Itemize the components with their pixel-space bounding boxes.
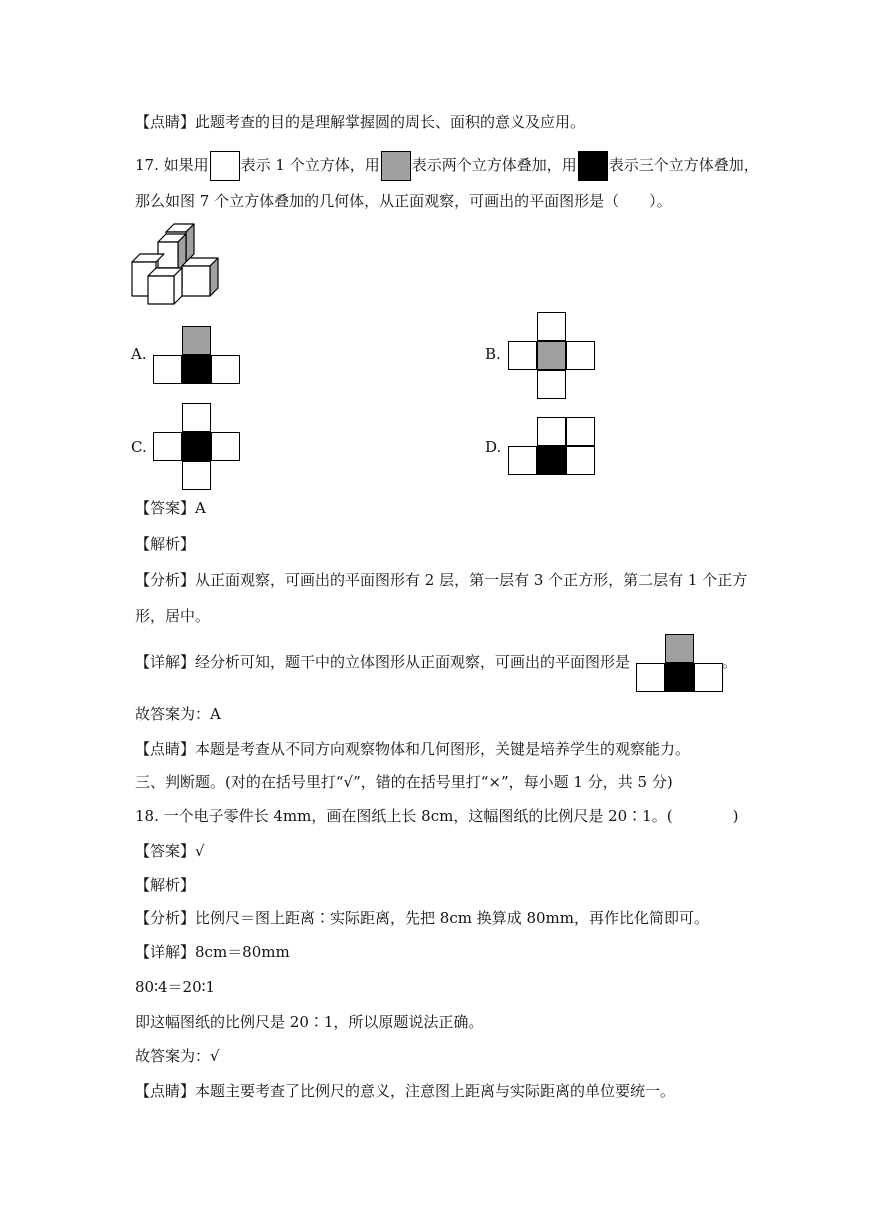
xiangjie-17-text: 【详解】经分析可知，题干中的立体图形从正面观察，可画出的平面图形是 [135, 653, 631, 671]
option-b-cell-bottom [537, 370, 566, 399]
dianjing-18: 【点睛】本题主要考查了比例尺的意义，注意图上距离与实际距离的单位要统一。 [135, 1082, 676, 1100]
xiangjie-18: 【详解】8cm＝80mm [135, 943, 290, 961]
xiangjie-cell-top [665, 634, 694, 663]
option-b-figure[interactable] [508, 312, 595, 399]
option-c-cell-bottom [182, 461, 211, 490]
option-b-cell-left [508, 341, 537, 370]
option-c-cell-right [211, 432, 240, 461]
fenxi-17-line1: 【分析】从正面观察，可画出的平面图形有 2 层，第一层有 3 个正方形，第二层有 1 个正方 [135, 571, 748, 589]
option-d-cell-top-left [537, 417, 566, 446]
fenxi-17-line2: 形，居中。 [135, 607, 211, 625]
calc-18: 80∶4＝20∶1 [135, 978, 216, 996]
dianjing-17: 【点睛】本题是考查从不同方向观察物体和几何图形，关键是培养学生的观察能力。 [135, 740, 691, 758]
xiangjie-17-figure [636, 634, 723, 692]
xiangjie-17 [135, 652, 630, 672]
jiexi-17: 【解析】 [135, 535, 196, 553]
xiangjie-cell-left [636, 663, 665, 692]
option-b-cell-top [537, 312, 566, 341]
option-c-label: C. [131, 438, 147, 456]
q17-text-a: 17. 如果用 [135, 156, 209, 174]
section-3-heading: 三、判断题。(对的在括号里打“√”，错的在括号里打“×”，每小题 1 分，共 5 分) [135, 773, 673, 791]
option-d-cell-bottom-right [566, 446, 595, 475]
option-a-cell-center [182, 355, 211, 384]
option-a-label: A. [131, 345, 147, 363]
option-b-cell-center [537, 341, 566, 370]
option-d-cell-bottom-left [508, 446, 537, 475]
option-c-cell-center [182, 432, 211, 461]
option-b-label: B. [485, 345, 501, 363]
gu-answer-18: 故答案为：√ [135, 1047, 220, 1065]
option-d-cell-top-right [566, 417, 595, 446]
option-d-cell-bottom-center [537, 446, 566, 475]
option-d-label: D. [485, 438, 502, 456]
option-c-cell-top [182, 403, 211, 432]
conclusion-18: 即这幅图纸的比例尺是 20∶1，所以原题说法正确。 [135, 1013, 484, 1031]
q17-text-c: 表示两个立方体叠加，用 [411, 156, 577, 174]
dianjing-16: 【点睛】此题考查的目的是理解掌握圆的周长、面积的意义及应用。 [135, 113, 586, 131]
question-18: 18. 一个电子零件长 4mm，画在图纸上长 8cm，这幅图纸的比例尺是 20∶1。( ) [135, 807, 739, 825]
jiexi-18: 【解析】 [135, 876, 196, 894]
question-17-line1 [135, 151, 759, 181]
gray-square-symbol [381, 151, 411, 181]
option-a-cell-right [211, 355, 240, 384]
answer-18: 【答案】√ [135, 842, 205, 860]
option-d-figure[interactable] [508, 417, 595, 475]
answer-17: 【答案】A [135, 499, 206, 517]
q17-text-d: 表示三个立方体叠加， [608, 156, 759, 174]
q17-text-b: 表示 1 个立方体，用 [240, 156, 380, 174]
option-c-figure[interactable] [153, 403, 240, 490]
cube-stack-figure [128, 220, 224, 306]
option-c-cell-left [153, 432, 182, 461]
question-17-line2: 那么如图 7 个立方体叠加的几何体，从正面观察，可画出的平面图形是（ ）。 [135, 192, 672, 210]
xiangjie-17-end: 。 [722, 653, 738, 671]
option-a-cell-top [182, 326, 211, 355]
fenxi-18: 【分析】比例尺＝图上距离∶实际距离，先把 8cm 换算成 80mm，再作比化简即可。 [135, 909, 710, 927]
black-square-symbol [578, 151, 608, 181]
xiangjie-cell-center [665, 663, 694, 692]
option-a-figure[interactable] [153, 326, 240, 384]
gu-answer-17: 故答案为：A [135, 705, 221, 723]
white-square-symbol [210, 151, 240, 181]
option-b-cell-right [566, 341, 595, 370]
option-a-cell-left [153, 355, 182, 384]
xiangjie-cell-right [694, 663, 723, 692]
